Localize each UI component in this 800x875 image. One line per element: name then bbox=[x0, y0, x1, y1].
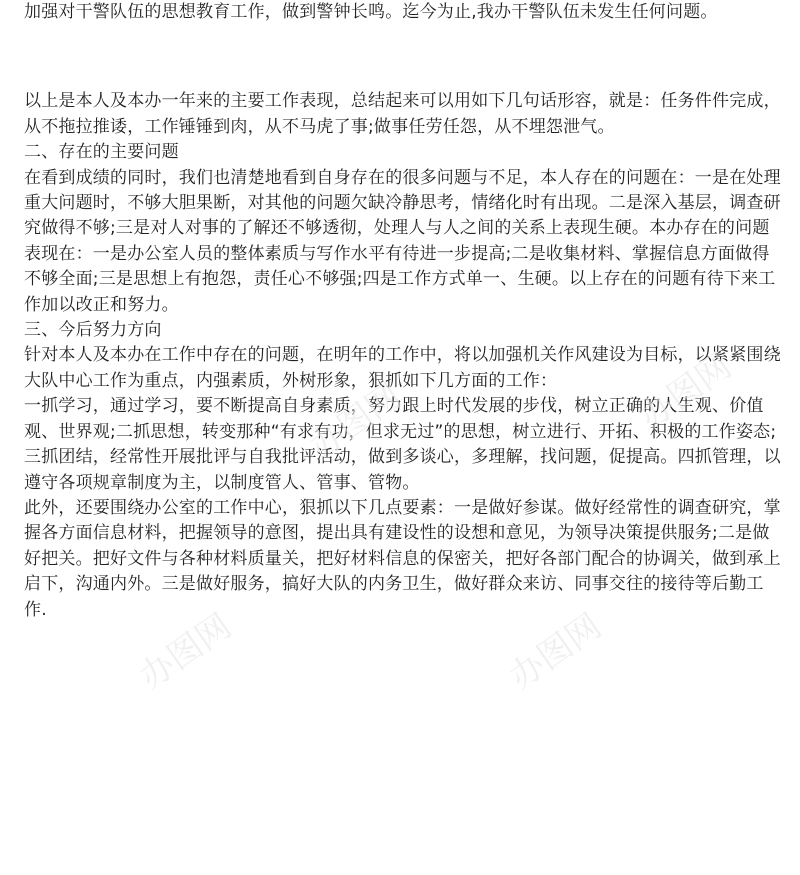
watermark-mark-1: 办图网 bbox=[132, 606, 239, 698]
paragraph-5: 此外，还要围绕办公室的工作中心，狠抓以下几点要素：一是做好参谋。做好经常性的调查研究，掌握各方面信息材料，把握领导的意图，提出具有建设性的设想和意见，为领导决策提供服务;二是做好把关。把好文件与各种材料质量关，把好材料信息的保密关，把好各部门配合的协调关，做到承上启下，沟通内外。三是做好服务，搞好大队的内务卫生，做好群众来访、同事交往的接待等后勤工作. bbox=[24, 497, 781, 620]
paragraph-2: 在看到成绩的同时，我们也清楚地看到自身存在的很多问题与不足，本人存在的问题在：一是在处理重大问题时，不够大胆果断，对其他的问题欠缺冷静思考，情绪化时有出现。二是深入基层，调查研究做得不够;三是对人对事的了解还不够透彻，处理人与人之间的关系上表现生硬。本办存在的问题表现在：一是办公室人员的整体素质与写作水平有待进一步提高;二是收集材料、掌握信息方面做得不够全面;三是思想上有抱怨，责任心不够强;四是工作方式单一、生硬。以上存在的问题有待下来工作加以改正和努力。 bbox=[24, 167, 781, 315]
watermark-mark-3: 办图网 bbox=[302, 376, 409, 468]
watermark-mark-2: 办图网 bbox=[502, 606, 609, 698]
section-heading-problems: 二、存在的主要问题 bbox=[24, 142, 179, 163]
watermark-mark-4: 办图网 bbox=[632, 346, 739, 438]
paragraph-0: 加强对干警队伍的思想教育工作，做到警钟长鸣。迄今为止,我办干警队伍未发生任何问题。 bbox=[24, 2, 718, 22]
document-body bbox=[24, 0, 784, 623]
section-heading-direction: 三、今后努力方向 bbox=[24, 320, 162, 341]
paragraph-4: 一抓学习，通过学习，要不断提高自身素质，努力跟上时代发展的步伐，树立正确的人生观、价值观、世界观;二抓思想，转变那种“有求有功，但求无过”的思想，树立进行、开拓、积极的工作姿态;三抓团结，经常性开展批评与自我批评活动，做到多谈心，多理解，找问题，促提高。四抓管理，以遵守各项规章制度为主，以制度管人、管事、管物。 bbox=[24, 396, 781, 493]
paragraph-1: 以上是本人及本办一年来的主要工作表现，总结起来可以用如下几句话形容，就是：任务件件完成，从不拖拉推诿，工作锤锤到肉，从不马虎了事;做事任劳任怨，从不埋怨泄气。 bbox=[24, 91, 781, 137]
paragraph-3: 针对本人及本办在工作中存在的问题，在明年的工作中，将以加强机关作风建设为目标，以紧紧围绕大队中心工作为重点，内强素质，外树形象，狠抓如下几方面的工作： bbox=[24, 345, 781, 391]
paragraph-gap bbox=[24, 25, 784, 89]
